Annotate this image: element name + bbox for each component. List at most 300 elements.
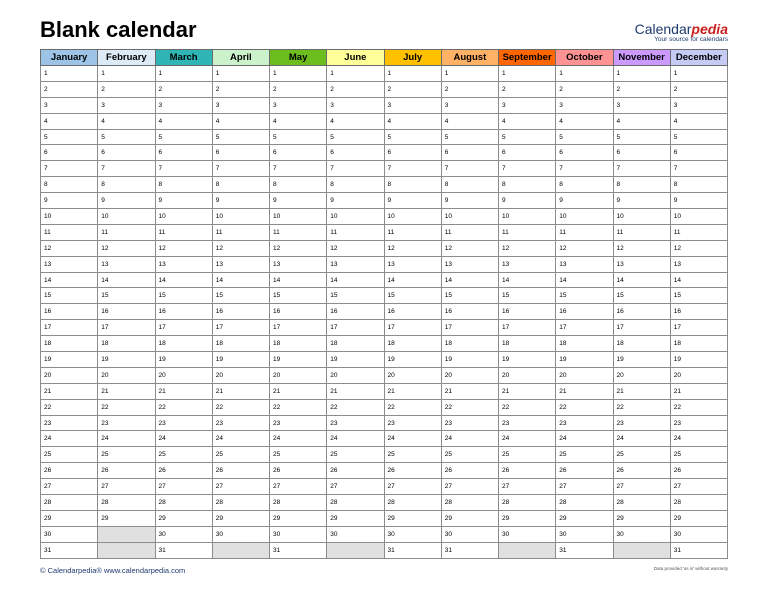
day-cell[interactable]: 19 [441,352,498,368]
day-cell[interactable]: 1 [212,66,269,82]
day-cell[interactable]: 15 [41,288,98,304]
day-cell[interactable]: 30 [384,526,441,542]
day-cell[interactable]: 13 [556,256,613,272]
day-cell[interactable]: 30 [155,526,212,542]
day-cell[interactable]: 11 [41,224,98,240]
day-cell[interactable]: 8 [670,177,727,193]
day-cell[interactable]: 8 [384,177,441,193]
day-cell[interactable]: 14 [499,272,556,288]
day-cell[interactable]: 2 [212,81,269,97]
day-cell[interactable]: 10 [499,209,556,225]
day-cell[interactable]: 11 [441,224,498,240]
day-cell[interactable]: 23 [556,415,613,431]
day-cell[interactable]: 6 [155,145,212,161]
day-cell[interactable]: 24 [41,431,98,447]
day-cell[interactable]: 7 [155,161,212,177]
day-cell[interactable]: 2 [384,81,441,97]
day-cell[interactable]: 14 [155,272,212,288]
day-cell[interactable]: 17 [670,320,727,336]
day-cell[interactable]: 28 [212,495,269,511]
day-cell[interactable]: 12 [384,240,441,256]
footer-copyright[interactable]: © Calendarpedia® www.calendarpedia.com [40,566,186,575]
day-cell[interactable]: 13 [613,256,670,272]
day-cell[interactable]: 2 [270,81,327,97]
day-cell[interactable]: 23 [613,415,670,431]
day-cell[interactable]: 12 [613,240,670,256]
day-cell[interactable]: 17 [441,320,498,336]
day-cell[interactable]: 30 [613,526,670,542]
day-cell[interactable]: 2 [441,81,498,97]
day-cell[interactable]: 17 [270,320,327,336]
day-cell[interactable]: 25 [499,447,556,463]
day-cell[interactable]: 13 [327,256,384,272]
day-cell[interactable]: 24 [499,431,556,447]
day-cell[interactable]: 12 [270,240,327,256]
day-cell[interactable]: 2 [499,81,556,97]
day-cell[interactable]: 10 [670,209,727,225]
day-cell[interactable]: 15 [155,288,212,304]
day-cell[interactable]: 14 [613,272,670,288]
day-cell[interactable]: 9 [670,193,727,209]
day-cell[interactable]: 31 [670,542,727,558]
day-cell[interactable]: 22 [556,399,613,415]
day-cell[interactable]: 31 [441,542,498,558]
day-cell[interactable]: 5 [41,129,98,145]
day-cell[interactable]: 1 [384,66,441,82]
day-cell[interactable]: 26 [212,463,269,479]
day-cell[interactable]: 9 [155,193,212,209]
day-cell[interactable]: 4 [441,113,498,129]
day-cell[interactable]: 19 [155,352,212,368]
day-cell[interactable]: 17 [556,320,613,336]
day-cell[interactable]: 6 [327,145,384,161]
day-cell[interactable]: 11 [270,224,327,240]
day-cell[interactable]: 21 [670,383,727,399]
day-cell[interactable]: 7 [212,161,269,177]
day-cell[interactable]: 14 [327,272,384,288]
day-cell[interactable]: 27 [98,479,155,495]
day-cell[interactable]: 24 [441,431,498,447]
day-cell[interactable]: 15 [270,288,327,304]
day-cell[interactable]: 27 [441,479,498,495]
day-cell[interactable]: 6 [270,145,327,161]
day-cell[interactable]: 22 [670,399,727,415]
day-cell[interactable]: 29 [327,510,384,526]
day-cell[interactable]: 27 [670,479,727,495]
day-cell[interactable]: 15 [384,288,441,304]
day-cell[interactable]: 28 [499,495,556,511]
day-cell[interactable]: 13 [41,256,98,272]
day-cell[interactable]: 10 [384,209,441,225]
day-cell[interactable]: 13 [155,256,212,272]
day-cell[interactable]: 10 [327,209,384,225]
day-cell[interactable]: 11 [613,224,670,240]
day-cell[interactable]: 7 [41,161,98,177]
day-cell[interactable]: 7 [327,161,384,177]
day-cell[interactable]: 15 [556,288,613,304]
day-cell[interactable]: 15 [670,288,727,304]
day-cell[interactable]: 29 [98,510,155,526]
day-cell[interactable]: 1 [41,66,98,82]
day-cell[interactable]: 17 [212,320,269,336]
day-cell[interactable]: 16 [270,304,327,320]
day-cell[interactable]: 20 [499,367,556,383]
day-cell[interactable]: 26 [499,463,556,479]
day-cell[interactable]: 14 [41,272,98,288]
day-cell[interactable]: 17 [41,320,98,336]
day-cell[interactable]: 27 [499,479,556,495]
day-cell[interactable]: 8 [212,177,269,193]
day-cell[interactable]: 10 [98,209,155,225]
day-cell[interactable]: 19 [270,352,327,368]
day-cell[interactable]: 21 [556,383,613,399]
day-cell[interactable]: 28 [41,495,98,511]
day-cell[interactable]: 16 [441,304,498,320]
day-cell[interactable]: 20 [613,367,670,383]
day-cell[interactable]: 16 [327,304,384,320]
day-cell[interactable]: 29 [384,510,441,526]
day-cell[interactable]: 15 [499,288,556,304]
day-cell[interactable]: 24 [613,431,670,447]
day-cell[interactable]: 17 [155,320,212,336]
day-cell[interactable]: 21 [155,383,212,399]
day-cell[interactable]: 24 [270,431,327,447]
day-cell[interactable]: 10 [270,209,327,225]
day-cell[interactable]: 1 [556,66,613,82]
day-cell[interactable]: 17 [98,320,155,336]
day-cell[interactable]: 29 [670,510,727,526]
day-cell[interactable]: 2 [670,81,727,97]
day-cell[interactable]: 25 [441,447,498,463]
day-cell[interactable]: 29 [155,510,212,526]
day-cell[interactable]: 2 [155,81,212,97]
day-cell[interactable]: 23 [41,415,98,431]
day-cell[interactable]: 5 [556,129,613,145]
day-cell[interactable]: 6 [499,145,556,161]
day-cell[interactable]: 8 [270,177,327,193]
day-cell[interactable]: 20 [98,367,155,383]
day-cell[interactable]: 18 [384,336,441,352]
day-cell[interactable]: 20 [41,367,98,383]
day-cell[interactable]: 19 [98,352,155,368]
day-cell[interactable]: 21 [384,383,441,399]
day-cell[interactable]: 13 [384,256,441,272]
day-cell[interactable]: 31 [270,542,327,558]
day-cell[interactable]: 19 [613,352,670,368]
day-cell[interactable]: 9 [499,193,556,209]
day-cell[interactable]: 4 [613,113,670,129]
day-cell[interactable]: 3 [441,97,498,113]
day-cell[interactable]: 11 [98,224,155,240]
day-cell[interactable]: 23 [155,415,212,431]
day-cell[interactable]: 31 [155,542,212,558]
day-cell[interactable]: 25 [327,447,384,463]
day-cell[interactable]: 3 [98,97,155,113]
day-cell[interactable]: 23 [499,415,556,431]
day-cell[interactable]: 8 [327,177,384,193]
day-cell[interactable]: 20 [384,367,441,383]
day-cell[interactable]: 5 [441,129,498,145]
day-cell[interactable]: 12 [441,240,498,256]
day-cell[interactable]: 1 [155,66,212,82]
day-cell[interactable]: 28 [441,495,498,511]
day-cell[interactable]: 10 [613,209,670,225]
day-cell[interactable]: 17 [327,320,384,336]
day-cell[interactable]: 26 [556,463,613,479]
day-cell[interactable]: 11 [499,224,556,240]
day-cell[interactable]: 22 [212,399,269,415]
day-cell[interactable]: 3 [670,97,727,113]
day-cell[interactable]: 30 [212,526,269,542]
day-cell[interactable]: 8 [41,177,98,193]
day-cell[interactable]: 18 [499,336,556,352]
day-cell[interactable]: 28 [670,495,727,511]
day-cell[interactable]: 9 [556,193,613,209]
day-cell[interactable]: 25 [155,447,212,463]
day-cell[interactable]: 11 [327,224,384,240]
day-cell[interactable]: 23 [327,415,384,431]
day-cell[interactable]: 20 [155,367,212,383]
day-cell[interactable]: 27 [155,479,212,495]
day-cell[interactable]: 25 [41,447,98,463]
day-cell[interactable]: 9 [270,193,327,209]
day-cell[interactable]: 18 [155,336,212,352]
day-cell[interactable]: 15 [613,288,670,304]
day-cell[interactable]: 28 [270,495,327,511]
day-cell[interactable]: 7 [613,161,670,177]
day-cell[interactable]: 3 [270,97,327,113]
day-cell[interactable]: 16 [212,304,269,320]
day-cell[interactable]: 8 [499,177,556,193]
day-cell[interactable]: 31 [41,542,98,558]
day-cell[interactable]: 25 [212,447,269,463]
day-cell[interactable]: 8 [441,177,498,193]
day-cell[interactable]: 17 [499,320,556,336]
day-cell[interactable]: 2 [613,81,670,97]
day-cell[interactable]: 22 [384,399,441,415]
day-cell[interactable]: 7 [670,161,727,177]
day-cell[interactable]: 21 [41,383,98,399]
day-cell[interactable]: 6 [41,145,98,161]
day-cell[interactable]: 8 [98,177,155,193]
day-cell[interactable]: 24 [98,431,155,447]
day-cell[interactable]: 13 [270,256,327,272]
day-cell[interactable]: 4 [98,113,155,129]
day-cell[interactable]: 16 [155,304,212,320]
day-cell[interactable]: 11 [155,224,212,240]
day-cell[interactable]: 22 [270,399,327,415]
day-cell[interactable]: 1 [670,66,727,82]
day-cell[interactable]: 5 [212,129,269,145]
day-cell[interactable]: 16 [670,304,727,320]
day-cell[interactable]: 20 [556,367,613,383]
day-cell[interactable]: 5 [670,129,727,145]
day-cell[interactable]: 8 [556,177,613,193]
day-cell[interactable]: 22 [613,399,670,415]
day-cell[interactable]: 21 [613,383,670,399]
day-cell[interactable]: 20 [327,367,384,383]
day-cell[interactable]: 14 [384,272,441,288]
day-cell[interactable]: 17 [384,320,441,336]
day-cell[interactable]: 7 [98,161,155,177]
day-cell[interactable]: 14 [98,272,155,288]
day-cell[interactable]: 30 [499,526,556,542]
day-cell[interactable]: 13 [98,256,155,272]
day-cell[interactable]: 29 [613,510,670,526]
day-cell[interactable]: 13 [499,256,556,272]
day-cell[interactable]: 4 [556,113,613,129]
day-cell[interactable]: 28 [556,495,613,511]
day-cell[interactable]: 24 [155,431,212,447]
day-cell[interactable]: 28 [155,495,212,511]
day-cell[interactable]: 2 [41,81,98,97]
day-cell[interactable]: 25 [98,447,155,463]
day-cell[interactable]: 26 [270,463,327,479]
day-cell[interactable]: 18 [270,336,327,352]
day-cell[interactable]: 27 [327,479,384,495]
day-cell[interactable]: 28 [98,495,155,511]
day-cell[interactable]: 9 [327,193,384,209]
day-cell[interactable]: 7 [499,161,556,177]
day-cell[interactable]: 27 [212,479,269,495]
day-cell[interactable]: 29 [441,510,498,526]
day-cell[interactable]: 1 [499,66,556,82]
day-cell[interactable]: 16 [556,304,613,320]
day-cell[interactable]: 5 [327,129,384,145]
day-cell[interactable]: 29 [270,510,327,526]
day-cell[interactable]: 1 [327,66,384,82]
day-cell[interactable]: 16 [384,304,441,320]
day-cell[interactable]: 29 [499,510,556,526]
day-cell[interactable]: 3 [499,97,556,113]
day-cell[interactable]: 13 [212,256,269,272]
day-cell[interactable]: 23 [270,415,327,431]
day-cell[interactable]: 12 [327,240,384,256]
day-cell[interactable]: 4 [384,113,441,129]
day-cell[interactable]: 16 [499,304,556,320]
day-cell[interactable]: 11 [384,224,441,240]
day-cell[interactable]: 30 [441,526,498,542]
day-cell[interactable]: 12 [499,240,556,256]
day-cell[interactable]: 16 [613,304,670,320]
day-cell[interactable]: 7 [556,161,613,177]
day-cell[interactable]: 12 [41,240,98,256]
day-cell[interactable]: 24 [384,431,441,447]
day-cell[interactable]: 3 [41,97,98,113]
day-cell[interactable]: 18 [556,336,613,352]
day-cell[interactable]: 1 [613,66,670,82]
day-cell[interactable]: 16 [41,304,98,320]
day-cell[interactable]: 25 [556,447,613,463]
day-cell[interactable]: 30 [270,526,327,542]
day-cell[interactable]: 10 [441,209,498,225]
day-cell[interactable]: 20 [270,367,327,383]
day-cell[interactable]: 24 [327,431,384,447]
day-cell[interactable]: 26 [155,463,212,479]
day-cell[interactable]: 23 [212,415,269,431]
day-cell[interactable]: 19 [499,352,556,368]
day-cell[interactable]: 7 [384,161,441,177]
day-cell[interactable]: 18 [98,336,155,352]
day-cell[interactable]: 23 [670,415,727,431]
day-cell[interactable]: 18 [212,336,269,352]
day-cell[interactable]: 27 [384,479,441,495]
day-cell[interactable]: 17 [613,320,670,336]
day-cell[interactable]: 9 [441,193,498,209]
day-cell[interactable]: 4 [327,113,384,129]
day-cell[interactable]: 10 [41,209,98,225]
day-cell[interactable]: 2 [556,81,613,97]
day-cell[interactable]: 25 [613,447,670,463]
day-cell[interactable]: 4 [270,113,327,129]
day-cell[interactable]: 4 [155,113,212,129]
day-cell[interactable]: 27 [556,479,613,495]
day-cell[interactable]: 19 [384,352,441,368]
day-cell[interactable]: 24 [556,431,613,447]
day-cell[interactable]: 10 [556,209,613,225]
day-cell[interactable]: 27 [613,479,670,495]
day-cell[interactable]: 28 [384,495,441,511]
day-cell[interactable]: 1 [270,66,327,82]
day-cell[interactable]: 3 [613,97,670,113]
day-cell[interactable]: 9 [384,193,441,209]
day-cell[interactable]: 12 [670,240,727,256]
day-cell[interactable]: 4 [670,113,727,129]
day-cell[interactable]: 7 [270,161,327,177]
day-cell[interactable]: 20 [212,367,269,383]
day-cell[interactable]: 5 [270,129,327,145]
day-cell[interactable]: 12 [98,240,155,256]
day-cell[interactable]: 20 [441,367,498,383]
day-cell[interactable]: 28 [613,495,670,511]
day-cell[interactable]: 26 [98,463,155,479]
day-cell[interactable]: 31 [556,542,613,558]
day-cell[interactable]: 27 [270,479,327,495]
day-cell[interactable]: 30 [327,526,384,542]
day-cell[interactable]: 30 [41,526,98,542]
day-cell[interactable]: 19 [212,352,269,368]
day-cell[interactable]: 7 [441,161,498,177]
day-cell[interactable]: 14 [556,272,613,288]
day-cell[interactable]: 21 [212,383,269,399]
day-cell[interactable]: 25 [270,447,327,463]
day-cell[interactable]: 15 [327,288,384,304]
day-cell[interactable]: 1 [441,66,498,82]
day-cell[interactable]: 15 [441,288,498,304]
calendarpedia-logo[interactable] [635,22,728,44]
day-cell[interactable]: 29 [212,510,269,526]
day-cell[interactable]: 18 [613,336,670,352]
day-cell[interactable]: 27 [41,479,98,495]
day-cell[interactable]: 12 [155,240,212,256]
day-cell[interactable]: 14 [441,272,498,288]
day-cell[interactable]: 26 [670,463,727,479]
day-cell[interactable]: 12 [556,240,613,256]
day-cell[interactable]: 11 [670,224,727,240]
day-cell[interactable]: 9 [613,193,670,209]
day-cell[interactable]: 6 [98,145,155,161]
day-cell[interactable]: 2 [98,81,155,97]
day-cell[interactable]: 26 [41,463,98,479]
day-cell[interactable]: 3 [556,97,613,113]
day-cell[interactable]: 3 [212,97,269,113]
day-cell[interactable]: 6 [212,145,269,161]
day-cell[interactable]: 2 [327,81,384,97]
day-cell[interactable]: 25 [670,447,727,463]
day-cell[interactable]: 16 [98,304,155,320]
day-cell[interactable]: 5 [499,129,556,145]
day-cell[interactable]: 5 [384,129,441,145]
